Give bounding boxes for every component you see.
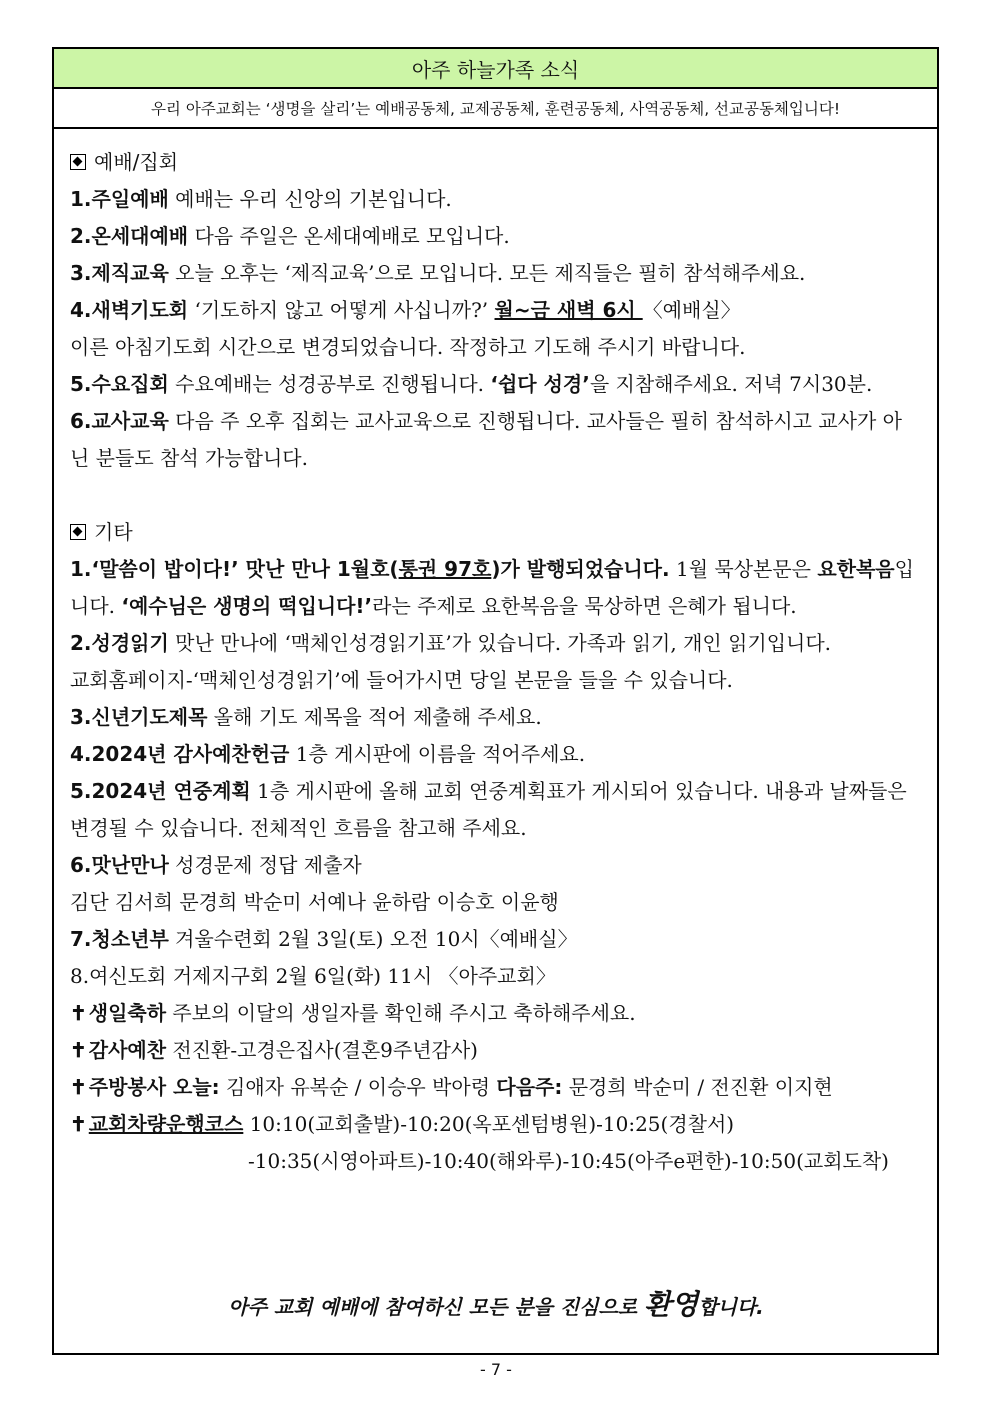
news-item: 3.신년기도제목 올해 기도 제목을 적어 제출해 주세요. bbox=[70, 705, 542, 729]
news-item: 7.청소년부 겨울수련회 2월 3일(토) 오전 10시〈예배실〉 bbox=[70, 927, 578, 951]
news-item-continued: 교회홈페이지-‘맥체인성경읽기’에 들어가시면 당일 본문을 들을 수 있습니다. bbox=[70, 668, 733, 692]
cross-icon: ✝ bbox=[70, 1112, 87, 1136]
news-item-continued: 이른 아침기도회 시간으로 변경되었습니다. 작정하고 기도해 주시기 바랍니다. bbox=[70, 335, 746, 359]
news-item: 2.온세대예배 다음 주일은 온세대예배로 모입니다. bbox=[70, 224, 510, 248]
bulletin-frame bbox=[52, 47, 939, 1355]
news-item: ✝ 주방봉사 오늘: 김애자 유복순 / 이승우 박아령 다음주: 문경희 박순미 / 전진환 이지현 bbox=[70, 1075, 833, 1099]
news-item: 1.주일예배 예배는 우리 신앙의 기본입니다. bbox=[70, 187, 452, 211]
news-content bbox=[54, 129, 937, 1180]
section-heading-worship: 예배/집회 bbox=[70, 144, 921, 181]
diamond-box-icon bbox=[70, 524, 86, 540]
news-item: ✝ 생일축하 주보의 이달의 생일자를 확인해 주시고 축하해주세요. bbox=[70, 1001, 636, 1025]
news-item: 2.성경읽기 맛난 만나에 ‘맥체인성경읽기표’가 있습니다. 가족과 읽기, 개인 읽기입니다. bbox=[70, 631, 832, 655]
news-item: 6.교사교육 다음 주 오후 집회는 교사교육으로 진행됩니다. 교사들은 필히 참석하시고 교사가 아닌 분들도 참석 가능합니다. bbox=[70, 409, 902, 470]
diamond-box-icon bbox=[70, 154, 86, 170]
cross-icon: ✝ bbox=[70, 1001, 87, 1025]
section-heading-etc: 기타 bbox=[70, 514, 921, 551]
news-item: 8.여신도회 거제지구회 2월 6일(화) 11시 〈아주교회〉 bbox=[70, 964, 556, 988]
page-number: - 7 - bbox=[480, 1360, 512, 1379]
welcome-message: 아주 교회 예배에 참여하신 모든 분을 진심으로 환영합니다. bbox=[228, 1288, 764, 1321]
page-title: 아주 하늘가족 소식 bbox=[54, 49, 937, 89]
church-motto: 우리 아주교회는 ‘생명을 살리’는 예배공동체, 교제공동체, 훈련공동체, 사역공동체, 선교공동체입니다! bbox=[54, 89, 937, 129]
news-item: 1.‘말씀이 밥이다!’ 맛난 만나 1월호(통권 97호)가 발행되었습니다. 1월 묵상본문은 요한복음입니다. ‘예수님은 생명의 떡입니다!’라는 주제로 요한복음을 묵상하면 은혜가 됩니다. bbox=[70, 557, 914, 618]
news-item: ✝ 교회차량운행코스 10:10(교회출발)-10:20(옥포센텀병원)-10:25(경찰서) bbox=[70, 1112, 735, 1136]
news-item: 4.2024년 감사예찬헌금 1층 게시판에 이름을 적어주세요. bbox=[70, 742, 586, 766]
news-item: 5.수요집회 수요예배는 성경공부로 진행됩니다. ‘쉽다 성경’을 지참해주세요. 저녁 7시30분. bbox=[70, 372, 873, 396]
cross-icon: ✝ bbox=[70, 1075, 87, 1099]
news-item: 4.새벽기도회 ‘기도하지 않고 어떻게 사십니까?’ 월~금 새벽 6시 〈예배실〉 bbox=[70, 298, 741, 322]
bus-route-continued: -10:35(시영아파트)-10:40(해와루)-10:45(아주e편한)-10:50(교회도착) bbox=[248, 1149, 889, 1173]
cross-icon: ✝ bbox=[70, 1038, 87, 1062]
news-item: 3.제직교육 오늘 오후는 ‘제직교육’으로 모입니다. 모든 제직들은 필히 참석해주세요. bbox=[70, 261, 806, 285]
news-item: 6.맛난만나 성경문제 정답 제출자 bbox=[70, 853, 362, 877]
news-item: 5.2024년 연중계획 1층 게시판에 올해 교회 연중계획표가 게시되어 있습니다. 내용과 날짜들은 변경될 수 있습니다. 전체적인 흐름을 참고해 주세요. bbox=[70, 779, 907, 840]
quiz-winner-names: 김단 김서희 문경희 박순미 서예나 윤하람 이승호 이윤행 bbox=[70, 890, 559, 914]
news-item: ✝ 감사예찬 전진환-고경은집사(결혼9주년감사) bbox=[70, 1038, 478, 1062]
